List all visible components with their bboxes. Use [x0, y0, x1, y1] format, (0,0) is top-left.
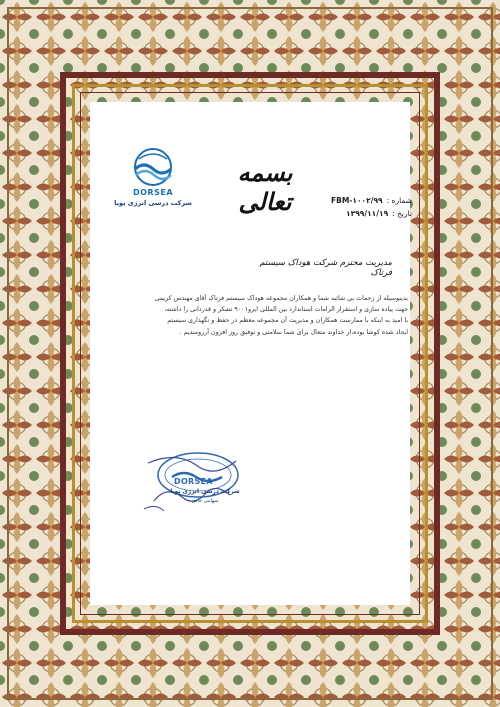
- body-line-2: جهت پیاده سازی و استقرار الزامات استاندارد بین المللی ایزو۹۰۰۱ تشکر و قدردانی را داشته،: [164, 306, 408, 314]
- letter-date-row: [330, 207, 412, 220]
- date-value: ۱۳۹۹/۱۱/۱۹: [346, 209, 389, 218]
- body-line-1: بدینوسیله از زحمات بی شائبه شما و همکاران مجموعه هوداک سیستم فرتاک آقای مهندس کریمی: [154, 295, 408, 302]
- logo-brand: DORSEA: [132, 188, 174, 197]
- stamp-company: شرکت درسی انرژی پویا: [170, 489, 240, 495]
- date-label: تاریخ :: [392, 209, 412, 218]
- letter-body: [112, 293, 408, 338]
- letter-meta: [330, 194, 412, 220]
- number-value: ۹۹/FBM-۱۰۰۲: [330, 196, 383, 205]
- number-label: شماره :: [386, 196, 412, 205]
- stamp-note: سهامی خاص: [191, 498, 219, 504]
- letter-number-row: [330, 194, 412, 207]
- logo-company: شرکت درسی انرژی پویا: [114, 199, 192, 207]
- body-line-3: با امید به اینکه با ممارست همکاران و مدیریت آن مجموعه معظم در حفظ و نگهداری سیستم: [167, 317, 408, 325]
- stamp-brand: DORSEA: [174, 477, 213, 486]
- body-line-4: ایجاد شده کوشا بوده،از خداوند متعال برای شما سلامتی و توفیق روز افزون آرزومندیم .: [179, 328, 408, 336]
- heading: بسمه تعالی: [237, 158, 293, 216]
- addressee: مدیریت محترم شرکت هوداک سیستم فرتاک: [259, 258, 392, 278]
